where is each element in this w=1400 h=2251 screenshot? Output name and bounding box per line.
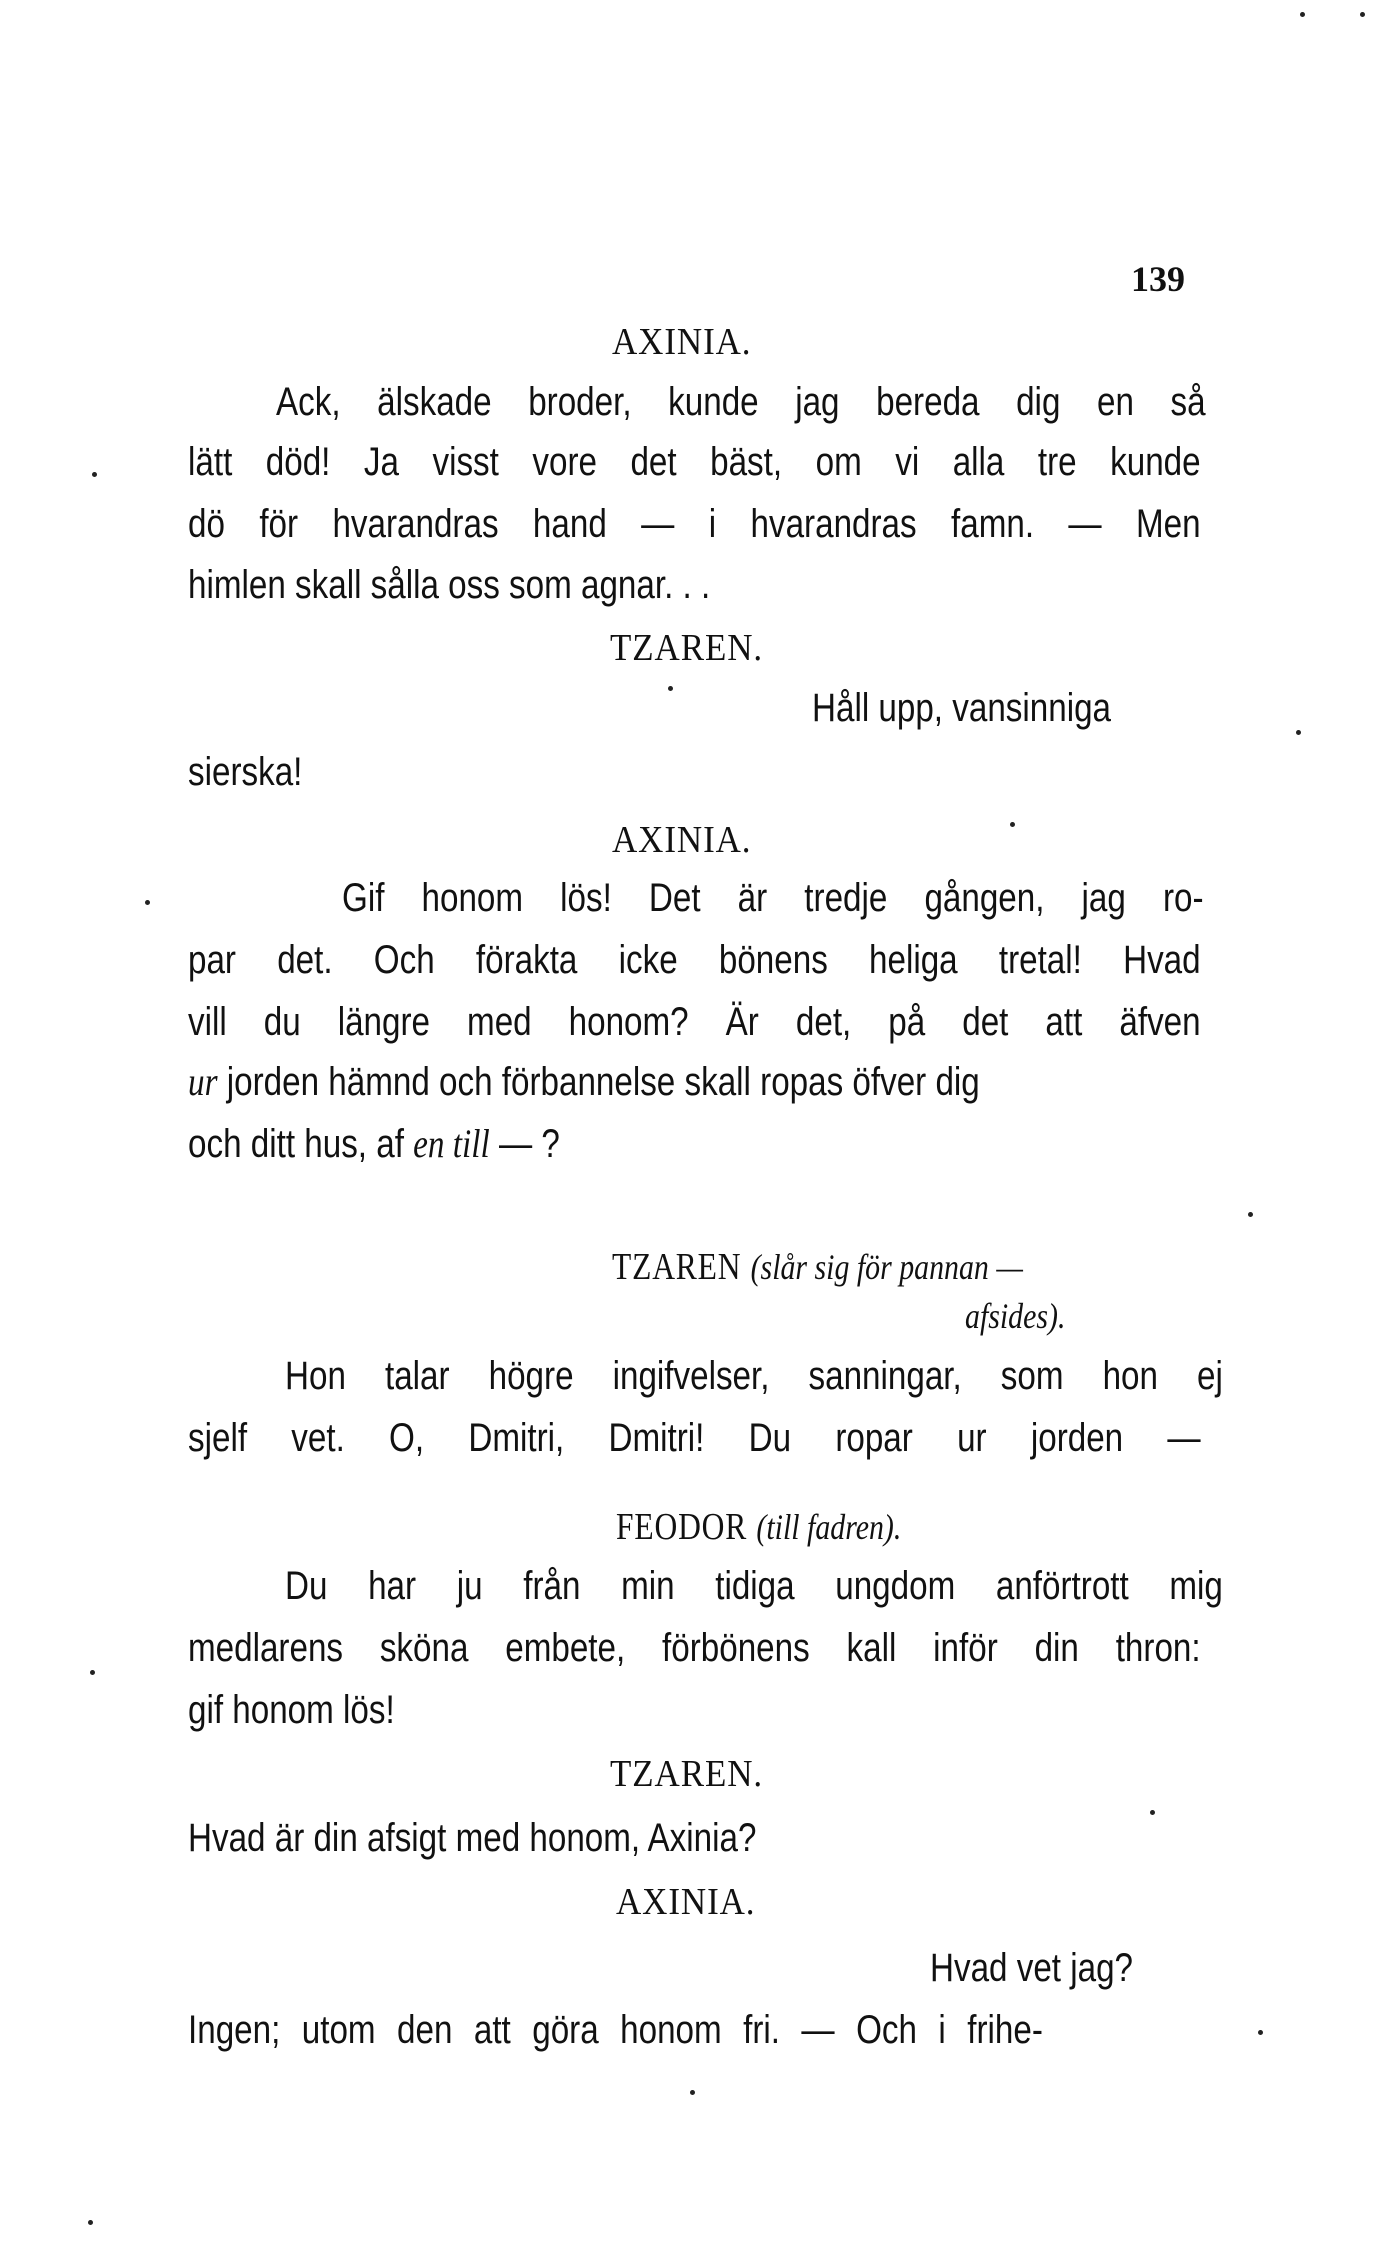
text-span: — ? bbox=[498, 1122, 560, 1166]
scan-speck bbox=[690, 2090, 695, 2095]
speaker-tzaren: TZAREN bbox=[612, 1246, 742, 1288]
speaker-axinia: AXINIA. bbox=[612, 321, 752, 363]
text-line: sjelf vet. O, Dmitri, Dmitri! Du ropar ur jorden — bbox=[188, 1416, 1201, 1460]
text-span: jorden hämnd och förbannelse skall ropas öfver dig bbox=[226, 1060, 980, 1104]
scan-speck bbox=[92, 472, 97, 477]
text-line: sierska! bbox=[188, 750, 303, 794]
scan-speck bbox=[1258, 2030, 1263, 2035]
scan-speck bbox=[1010, 822, 1015, 827]
scan-speck bbox=[668, 686, 673, 691]
text-line: par det. Och förakta icke bönens heliga tretal! Hvad bbox=[188, 938, 1201, 982]
text-line: lätt död! Ja visst vore det bäst, om vi alla tre kunde bbox=[188, 440, 1201, 484]
scan-speck bbox=[88, 2220, 93, 2225]
text-line: Hvad vet jag? bbox=[930, 1946, 1134, 1990]
speaker-line bbox=[612, 1236, 1023, 1296]
stage-direction: (slår sig för pannan — bbox=[750, 1247, 1023, 1287]
scan-speck bbox=[90, 1670, 95, 1675]
scan-speck bbox=[1296, 730, 1301, 735]
stage-direction: (till fadren). bbox=[756, 1507, 902, 1547]
stage-direction: afsides). bbox=[965, 1296, 1066, 1336]
scan-speck bbox=[145, 900, 150, 905]
speaker-tzaren: TZAREN. bbox=[610, 627, 764, 669]
text-line: dö för hvarandras hand — i hvarandras famn. — Men bbox=[188, 502, 1201, 546]
text-line: Ingen; utom den att göra honom fri. — Och i frihe- bbox=[188, 2008, 1043, 2052]
text-line: Ack, älskade broder, kunde jag bereda dig en så bbox=[276, 380, 1206, 424]
speaker-feodor: FEODOR bbox=[616, 1506, 748, 1548]
speaker-axinia: AXINIA. bbox=[616, 1881, 756, 1923]
text-line bbox=[188, 1114, 560, 1174]
text-line: himlen skall sålla oss som agnar. . . bbox=[188, 563, 711, 607]
text-line: gif honom lös! bbox=[188, 1688, 395, 1732]
italic-phrase: en till bbox=[413, 1121, 490, 1166]
text-line: medlarens sköna embete, förbönens kall inför din thron: bbox=[188, 1626, 1201, 1670]
speaker-axinia: AXINIA. bbox=[612, 819, 752, 861]
page-number: 139 bbox=[1131, 259, 1185, 299]
scan-speck bbox=[1360, 12, 1365, 17]
text-line bbox=[188, 1052, 980, 1112]
text-line: Håll upp, vansinniga bbox=[812, 686, 1111, 730]
scan-speck bbox=[1150, 1810, 1155, 1815]
text-line: vill du längre med honom? Är det, på det att äfven bbox=[188, 1000, 1201, 1044]
text-line: Hon talar högre ingifvelser, sanningar, som hon ej bbox=[285, 1354, 1223, 1398]
text-span: och ditt hus, af bbox=[188, 1122, 404, 1166]
italic-word: ur bbox=[188, 1059, 218, 1104]
text-line: Du har ju från min tidiga ungdom anförtrott mig bbox=[285, 1564, 1223, 1608]
speaker-tzaren: TZAREN. bbox=[610, 1753, 764, 1795]
scan-speck bbox=[1248, 1212, 1253, 1217]
speaker-line bbox=[616, 1496, 901, 1556]
text-line: Hvad är din afsigt med honom, Axinia? bbox=[188, 1816, 757, 1860]
text-line: Gif honom lös! Det är tredje gången, jag ro- bbox=[342, 876, 1204, 920]
scan-speck bbox=[1300, 12, 1305, 17]
